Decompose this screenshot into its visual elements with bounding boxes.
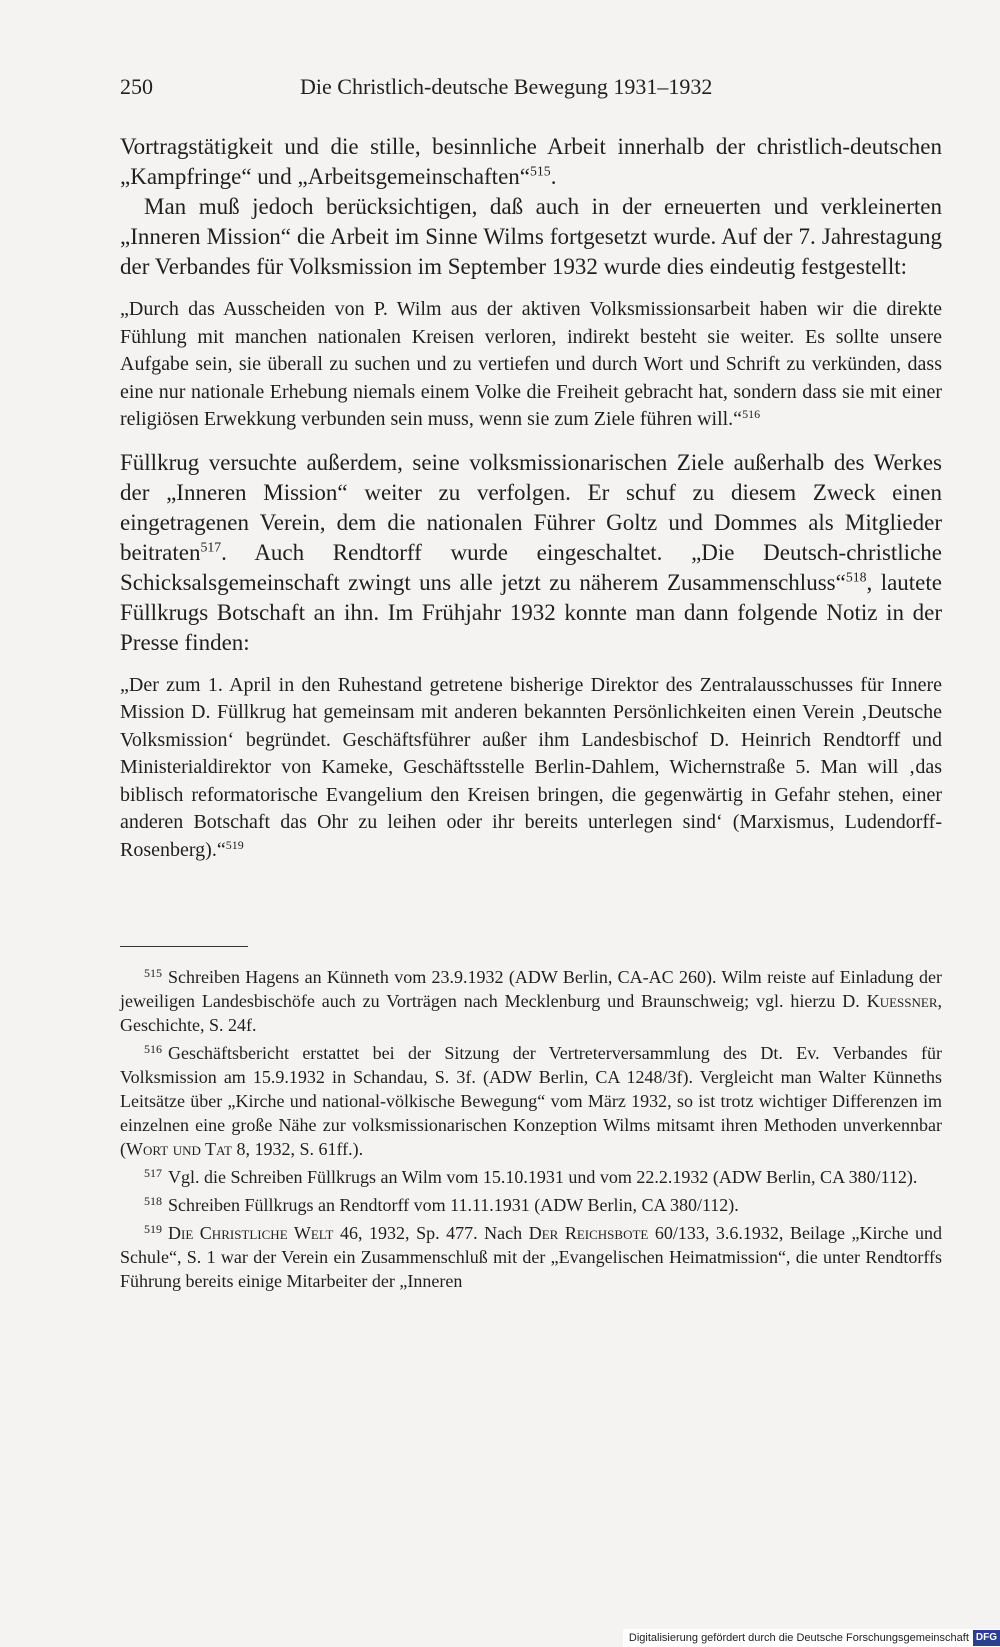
paragraph: Man muß jedoch berücksichtigen, daß auch in der erneuerten und verkleinerten „Inneren Mission“ die Arbeit im Sinne Wilms fortgesetzt wurde. Auf der 7. Jahrestagung der Verbandes für Volksmission im September 1932 wurde dies eindeutig festgestellt:: [120, 194, 942, 279]
quote-text: „Der zum 1. April in den Ruhestand getretene bisherige Direktor des Zentralausschusses für Innere Mission D. Füllkrug hat gemeinsam mit anderen bekannten Persönlichkeiten einen Verein ‚Deutsche Volksmission‘ begründet. Geschäftsführer außer ihm Landesbischof D. Heinrich Rendtorff und Ministerialdirektor von Kameke, Geschäftsstelle Berlin-Dahlem, Wichernstraße 5. Man will ‚das biblisch reformatorische Evangelium den Kreisen bringen, die gegenwärtig in Gefahr stehen, einer anderen Botschaft das Ohr zu leihen oder ihr bereits unterlegen sind‘ (Marxismus, Ludendorff-Rosenberg).“: [120, 673, 942, 861]
footnote: [120, 1161, 942, 1189]
quote-text: „Durch das Ausscheiden von P. Wilm aus der aktiven Volksmissionsarbeit haben wir die direkte Fühlung mit manchen nationalen Kreisen verloren, indirekt besteht sie weiter. Es sollte unsere Aufgabe sein, sie überall zu suchen und zu vertiefen und durch Wort und Schrift zu verkünden, dass eine nur nationale Erhebung niemals einem Volke die Freiheit gebracht hat, sondern dass sie mit einer religiösen Erwekkung verbunden sein muss, wenn sie zum Ziele führen will.“: [120, 298, 942, 430]
dfg-logo: DFG: [973, 1630, 1000, 1646]
footnote-ref: 517: [200, 539, 222, 555]
footnotes: [120, 961, 942, 1293]
footnote-text: , Geschichte, S. 24f.: [120, 991, 942, 1035]
credit-text: Digitalisierung gefördert durch die Deutsche Forschungsgemeinschaft: [628, 1632, 969, 1644]
footnote-text: Schreiben Füllkrugs an Rendtorff vom 11.11.1931 (ADW Berlin, CA 380/112).: [168, 1195, 739, 1215]
block-quote: [120, 672, 942, 865]
paragraph: [120, 448, 942, 658]
digitization-credit: [623, 1629, 1000, 1647]
footnote-text: Schreiben Hagens an Künneth vom 23.9.1932 (ADW Berlin, CA-AC 260). Wilm reiste auf Einladung der jeweiligen Landesbischöfe auch zu Vorträgen nach Mecklenburg und Braunschweig; vgl. hierzu D.: [120, 967, 942, 1011]
footnote-divider: [120, 946, 248, 947]
book-page: [120, 70, 942, 1293]
paragraph-text: . Auch Rendtorff wurde eingeschaltet. „Die Deutsch-christliche Schicksalsgemeinschaft zwingt uns alle jetzt zu näherem Zusammenschluss“: [120, 539, 942, 595]
footnote-text: 60/133, 3.6.1932, Beilage „Kirche und Schule“, S. 1 war der Verein ein Zusammenschluß mit der „Evangelischen Heimatmission“, die unter Rendtorffs Führung bereits einige Mitarbeiter der „Inneren: [120, 1223, 942, 1291]
paragraph-text: .: [550, 164, 557, 189]
footnote: [120, 1217, 942, 1293]
footnote-text: Geschäftsbericht erstattet bei der Sitzung der Vertreterversammlung des Dt. Ev. Verbandes für Volksmission am 15.9.1932 in Schandau, S. 3f. (ADW Berlin, CA 1248/3f). Vergleicht man Walter Künneths Leitsätze über „Kirche und national-völkische Bewegung“ vom März 1932, so ist trotz wichtiger Differenzen im einzelnen eine große Nähe zur volksmissionarischen Konzeption Wilms mitsamt ihren Methoden unverkennbar (: [120, 1043, 942, 1159]
page-header: [120, 70, 942, 104]
periodical-title: Der Reichsbote: [528, 1223, 649, 1243]
periodical-title: Wort und Tat: [126, 1139, 232, 1159]
footnote: [120, 1037, 942, 1161]
paragraph-text: Füllkrug versuchte außerdem, seine volksmissionarischen Ziele außerhalb des Werkes der „Inneren Mission“ weiter zu verfolgen. Er schuf zu diesem Zweck einen eingetragenen Verein, dem die nationalen Führer Goltz und Dommes als Mitglieder beitraten: [120, 449, 942, 565]
page-number: 250: [120, 74, 153, 99]
footnote-text: 8, 1932, S. 61ff.).: [231, 1139, 364, 1159]
footnote: [120, 961, 942, 1037]
footnote-number: 516: [144, 1042, 162, 1056]
footnote-ref: 518: [845, 569, 867, 585]
footnote-number: 517: [144, 1166, 162, 1180]
footnote-text: Vgl. die Schreiben Füllkrugs an Wilm vom 15.10.1931 und vom 22.2.1932 (ADW Berlin, CA 380/112).: [168, 1167, 918, 1187]
running-title: Die Christlich-deutsche Bewegung 1931–1932: [300, 74, 713, 99]
footnote-number: 518: [144, 1194, 162, 1208]
footnote-ref: 519: [225, 837, 244, 852]
paragraph-text: Vortragstätigkeit und die stille, besinnliche Arbeit innerhalb der christlich-deutschen „Kampfringe“ und „Arbeitsgemeinschaften“: [120, 134, 942, 189]
footnote-ref: 515: [530, 163, 551, 179]
author-name: Kuessner: [866, 991, 938, 1011]
footnote: [120, 1189, 942, 1217]
main-text: [120, 132, 942, 864]
footnote-ref: 516: [742, 406, 761, 421]
paragraph-text: , lautete Füllkrugs Botschaft an ihn. Im Frühjahr 1932 konnte man dann folgende Notiz in der Presse finden:: [120, 569, 942, 655]
paragraph: [120, 132, 942, 192]
periodical-title: Die Christliche Welt: [168, 1223, 334, 1243]
block-quote: [120, 296, 942, 434]
footnote-number: 519: [144, 1222, 162, 1236]
footnote-number: 515: [144, 966, 162, 980]
footnote-text: 46, 1932, Sp. 477. Nach: [333, 1223, 529, 1243]
